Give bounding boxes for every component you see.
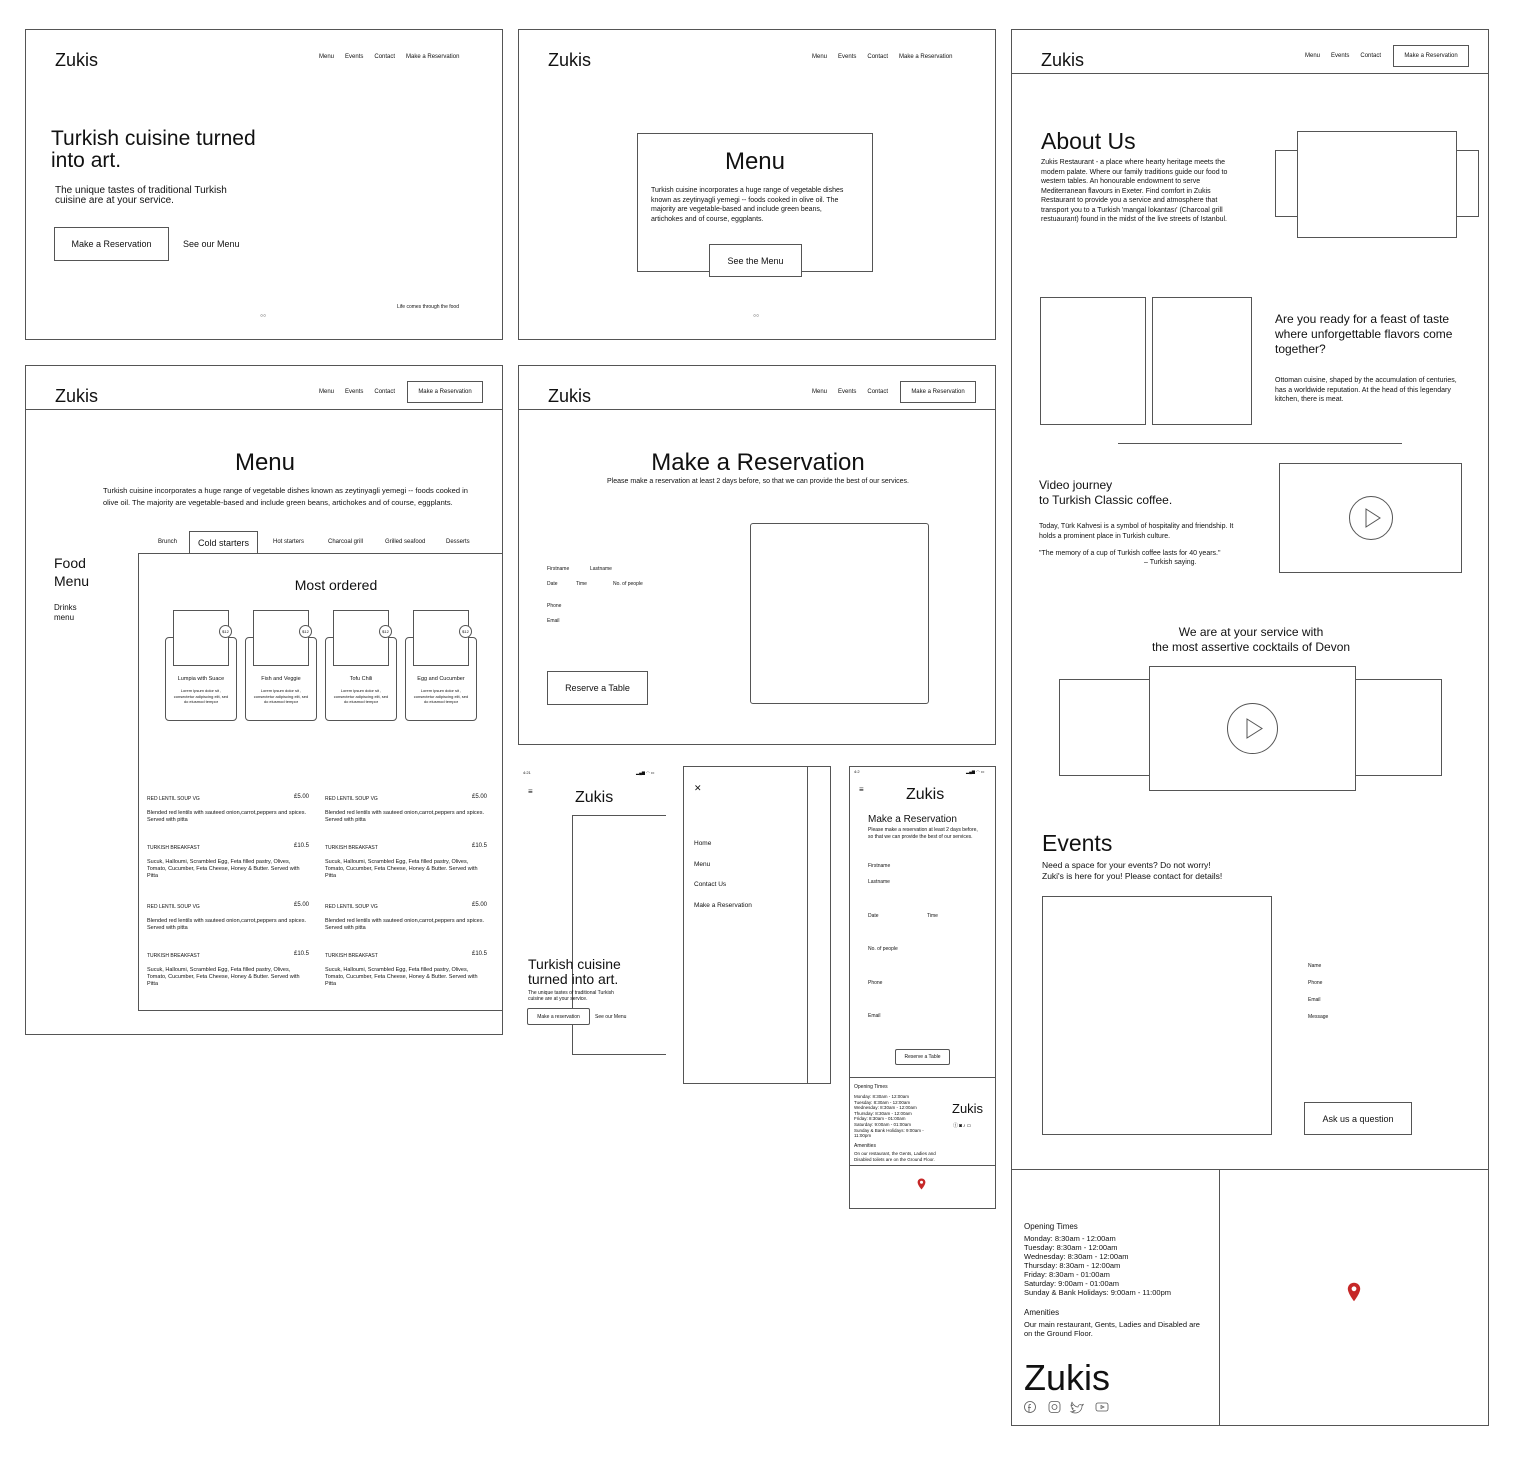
logo[interactable]: Zukis: [548, 386, 592, 406]
hamburger-icon[interactable]: ≡: [859, 785, 864, 794]
mobile-see-menu-link[interactable]: See our Menu: [595, 1014, 627, 1020]
dish-card[interactable]: [325, 629, 397, 721]
phone-field[interactable]: Phone: [547, 603, 562, 609]
menu-item-name: RED LENTIL SOUP VG: [147, 904, 200, 910]
hero-subtitle-line2: cuisine are at your service.: [55, 195, 174, 206]
footer-social-icons: [1024, 1400, 1114, 1419]
nav-menu[interactable]: Menu: [1305, 53, 1321, 59]
nav-events[interactable]: Events: [838, 54, 857, 60]
play-icon[interactable]: [1227, 703, 1278, 754]
see-the-menu-button[interactable]: See the Menu: [709, 244, 802, 277]
facebook-icon[interactable]: ⓕ: [953, 1123, 960, 1129]
most-ordered-title: Most ordered: [294, 577, 378, 593]
opening-hours-row: Tuesday: 8:30am - 12:00am: [1024, 1243, 1118, 1252]
m-social-icons: [953, 1122, 972, 1129]
drawer-item[interactable]: Home: [694, 840, 712, 847]
nav-menu[interactable]: Menu: [319, 54, 335, 60]
dish-card[interactable]: [245, 629, 317, 721]
hero-image-bottom: [572, 1054, 666, 1055]
logo[interactable]: Zukis: [575, 789, 614, 806]
logo[interactable]: Zukis: [1041, 50, 1085, 70]
menu-item-price: £10.5: [471, 951, 487, 957]
amenities-title: Amenities: [1024, 1308, 1060, 1317]
tagline: Life comes through the food: [397, 304, 459, 310]
side-drinks-menu[interactable]: [54, 603, 77, 623]
nav-menu[interactable]: Menu: [812, 54, 828, 60]
people-field[interactable]: No. of people: [613, 581, 643, 587]
events-name-field[interactable]: Name: [1308, 963, 1322, 969]
events-phone-field[interactable]: Phone: [1308, 980, 1323, 986]
nav-events[interactable]: Events: [838, 389, 857, 395]
menu-item-name: TURKISH BREAKFAST: [147, 953, 200, 959]
nav-reservation-button[interactable]: Make a Reservation: [900, 381, 976, 403]
frame-desktop-reservation: [518, 365, 996, 745]
menu-item-price: £5.00: [293, 902, 309, 908]
cocktails-line1: We are at your service with: [1178, 625, 1324, 639]
status-icons: ▂▄▆ ◠ ▭: [966, 769, 985, 774]
side-food-menu[interactable]: [54, 554, 89, 590]
drawer-edge: [807, 767, 808, 1084]
feast-text: Ottoman cuisine, shaped by the accumulation of centuries, has a worldwide reputation. At the head of this legendary kitchen, there is meat.: [1275, 377, 1457, 403]
m-amenities-text: On our restaurant, the Gents, Ladies and Disabled toilets are on the Ground Floor.: [854, 1151, 936, 1162]
opening-title: Opening Times: [1024, 1222, 1078, 1231]
events-text: [1042, 860, 1222, 882]
opening-hours-row: Saturday: 9:00am - 01:00am: [1024, 1279, 1120, 1288]
coffee-quote: "The memory of a cup of Turkish coffee lasts for 40 years.": [1039, 550, 1221, 557]
m-reservation-title: Make a Reservation: [868, 814, 957, 825]
dish-name: Tofu Chili: [349, 676, 373, 682]
tab-cold-starters[interactable]: Cold starters: [189, 531, 258, 553]
logo[interactable]: Zukis: [548, 50, 592, 70]
opening-hours-row: Wednesday: 8:30am - 12:00am: [1024, 1252, 1129, 1261]
ask-question-button[interactable]: Ask us a question: [1304, 1102, 1412, 1135]
tab-brunch[interactable]: Brunch: [158, 539, 178, 545]
menu-item-desc: Sucuk, Halloumi, Scrambled Egg, Feta filled pastry, Olives, Tomato, Cucumber, Feta Cheese, Honey & Butter. Served with Pitta: [147, 967, 300, 987]
dish-desc: Lorem ipsum dolor sit , consectetur adipiscing elit, sed do eiusmod tempor: [253, 688, 309, 704]
menu-item-price: £10.5: [471, 843, 487, 849]
feast-title: Are you ready for a feast of taste where unforgettable flavors come together?: [1275, 312, 1453, 356]
opening-hours-row: Thursday: 8:30am - 12:00am: [854, 1110, 912, 1116]
video-title: [1039, 478, 1172, 508]
menu-item-price: £10.5: [293, 951, 309, 957]
drawer-item[interactable]: Make a Reservation: [694, 901, 752, 909]
amenities-text: Our main restaurant, Gents, Ladies and Disabled are on the Ground Floor.: [1024, 1320, 1200, 1338]
events-image: [1042, 896, 1272, 1135]
header-divider: [519, 409, 996, 410]
nav-events[interactable]: Events: [1331, 53, 1350, 59]
hero-title-line2: into art.: [51, 149, 122, 172]
make-reservation-button[interactable]: Make a Reservation: [54, 227, 169, 261]
opening-hours-row: Wednesday: 8:30am - 12:00am: [854, 1105, 917, 1111]
nav-contact[interactable]: Contact: [1360, 53, 1382, 59]
reservation-subtitle: Please make a reservation at least 2 days before, so that we can provide the best of our services.: [607, 478, 909, 485]
nav-reservation-button[interactable]: Make a Reservation: [407, 381, 483, 403]
m-date-field[interactable]: Date: [868, 913, 879, 919]
price-badge: $12: [219, 625, 232, 638]
nav-contact[interactable]: Contact: [374, 389, 396, 395]
dish-image: [333, 610, 389, 666]
events-text-line1: Need a space for your events? Do not worry!: [1042, 860, 1211, 870]
dish-desc: Lorem ipsum dolor sit , consectetur adipiscing elit, sed do eiusmod tempor: [413, 688, 469, 704]
menu-item-name: TURKISH BREAKFAST: [325, 953, 378, 959]
opening-hours-row: Friday: 8:30am - 01:00am: [854, 1116, 906, 1122]
menu-item-desc: Blended red lentils with sauteed onion,carrot,peppers and spices. Served with pitta: [147, 918, 306, 931]
menu-item-name: TURKISH BREAKFAST: [325, 845, 378, 851]
opening-hours-row: Tuesday: 8:30am - 12:00am: [854, 1099, 911, 1105]
dish-name: Fish and Veggie: [261, 676, 301, 682]
price-badge: $12: [459, 625, 472, 638]
m-opening-title: Opening Times: [854, 1084, 888, 1090]
menu-item-price: £10.5: [293, 843, 309, 849]
frame-desktop-menu-intro: [518, 29, 996, 340]
logo[interactable]: Zukis: [906, 786, 945, 803]
menu-item-desc: Blended red lentils with sauteed onion,carrot,peppers and spices. Served with pitta: [325, 918, 484, 931]
footer-divider: [850, 1077, 996, 1078]
menu-item-price: £5.00: [293, 794, 309, 800]
opening-hours-row: Monday: 8:30am - 12:00am: [854, 1094, 910, 1099]
nav-contact[interactable]: Contact: [867, 54, 889, 60]
events-title: Events: [1042, 830, 1113, 856]
dish-image: [253, 610, 309, 666]
hero-title-line1: Turkish cuisine turned: [51, 127, 256, 150]
hero-title: [51, 128, 256, 172]
side-food-line2: Menu: [54, 573, 90, 589]
time-field[interactable]: Time: [576, 581, 587, 587]
menu-item-desc: Blended red lentils with sauteed onion,carrot,peppers and spices. Served with pitta: [325, 810, 484, 823]
menu-card-title: Menu: [724, 148, 786, 175]
menu-card-text: Turkish cuisine incorporates a huge range of vegetable dishes known as zeytinyagli yemegi -- foods cooked in olive oil. The majority are vegetable-based and include green beans, artichokes and of course, eggplants.: [651, 187, 844, 223]
side-drinks-line2: menu: [54, 613, 75, 622]
menu-item-name: RED LENTIL SOUP VG: [147, 796, 200, 802]
reserve-table-button[interactable]: Reserve a Table: [547, 671, 648, 705]
feast-image-2: [1152, 297, 1252, 425]
menu-item-price: £5.00: [471, 794, 487, 800]
mobile-hero-subtitle-line1: The unique tastes of traditional Turkish: [528, 990, 614, 996]
video-title-line2: to Turkish Classic coffee.: [1039, 493, 1173, 507]
side-drinks-line1: Drinks: [54, 603, 77, 612]
date-field[interactable]: Date: [547, 581, 558, 587]
nav-contact[interactable]: Contact: [867, 389, 889, 395]
status-time: 4:2: [854, 769, 860, 774]
top-nav: [319, 54, 459, 60]
m-phone-field[interactable]: Phone: [868, 980, 883, 986]
logo[interactable]: Zukis: [55, 386, 99, 406]
hero-subtitle: [55, 186, 227, 206]
header-divider: [1012, 73, 1489, 74]
header-divider: [26, 409, 503, 410]
feast-image-1: [1040, 297, 1146, 425]
opening-hours-row: Saturday: 9:00am - 01:00am: [854, 1121, 912, 1127]
opening-hours-row: Thursday: 8:30am - 12:00am: [1024, 1261, 1121, 1270]
mobile-hero-title-line1: Turkish cuisine: [528, 956, 621, 972]
dish-card[interactable]: [405, 629, 477, 721]
side-food-line1: Food: [54, 555, 86, 571]
nav-events[interactable]: Events: [345, 54, 364, 60]
mobile-hero-subtitle-line2: cuisine are at your service.: [528, 996, 588, 1002]
youtube-icon[interactable]: ▭: [966, 1123, 973, 1129]
lastname-field[interactable]: Lastname: [590, 566, 612, 572]
email-field[interactable]: Email: [547, 618, 560, 624]
tab-hot-starters[interactable]: Hot starters: [273, 539, 305, 545]
cocktails-title: [1012, 625, 1489, 655]
events-message-field[interactable]: Message: [1308, 1014, 1329, 1020]
tab-desserts[interactable]: Desserts: [446, 539, 470, 545]
reservation-image: [750, 523, 929, 704]
events-text-line2: Zuki's is here for you! Please contact for details!: [1042, 871, 1223, 881]
dish-image: [173, 610, 229, 666]
mobile-hero-title-line2: turned into art.: [528, 971, 619, 987]
drawer-item[interactable]: Menu: [694, 860, 711, 868]
mobile-hero-title: [528, 957, 621, 987]
m-firstname-field[interactable]: Firstname: [868, 863, 891, 869]
video-text: Today, Türk Kahvesi is a symbol of hospitality and friendship. It holds a prominent place in Turkish culture.: [1039, 523, 1234, 540]
drawer-item[interactable]: Contact Us: [694, 881, 727, 888]
map-pin-icon[interactable]: [1347, 1282, 1361, 1307]
hamburger-icon[interactable]: ≡: [528, 787, 533, 796]
nav-reservation-button[interactable]: Make a Reservation: [1393, 45, 1469, 67]
m-lastname-field[interactable]: Lastname: [868, 879, 890, 885]
menu-item-desc: Sucuk, Halloumi, Scrambled Egg, Feta filled pastry, Olives, Tomato, Cucumber, Feta Cheese, Honey & Butter. Served with Pitta: [325, 967, 478, 987]
top-nav: [812, 54, 952, 60]
map-divider: [850, 1165, 996, 1166]
frame-desktop-about: [1011, 29, 1489, 1426]
price-badge: $12: [379, 625, 392, 638]
play-icon[interactable]: [1349, 496, 1393, 540]
section-divider: [1118, 443, 1402, 444]
m-time-field[interactable]: Time: [927, 913, 938, 919]
menu-page-text: Turkish cuisine incorporates a huge range of vegetable dishes known as zeytinyagli yemegi -- foods cooked in olive oil. The majority are vegetable-based and include green beans, artichokes and of course, eggplants.: [103, 486, 468, 507]
m-opening-hours: [854, 1094, 942, 1139]
m-footer-logo[interactable]: Zukis: [952, 1101, 984, 1116]
events-email-field[interactable]: Email: [1308, 997, 1321, 1003]
status-time: 4:21: [523, 770, 531, 775]
dish-name: Egg and Cucumber: [417, 676, 465, 682]
coffee-quote-author: – Turkish saying.: [1144, 559, 1197, 566]
opening-hours-row: Monday: 8:30am - 12:00am: [1024, 1234, 1116, 1243]
opening-hours-row: Sunday & Bank Holidays: 9:00am - 11:00pm: [854, 1127, 924, 1139]
frame-mobile-nav-drawer: [683, 766, 831, 1084]
m-email-field[interactable]: Email: [868, 1013, 881, 1019]
menu-item-name: RED LENTIL SOUP VG: [325, 796, 378, 802]
dish-name: Lumpia with Suace: [177, 676, 225, 682]
close-icon[interactable]: ✕: [694, 783, 702, 793]
carousel-dots[interactable]: ○○: [753, 313, 760, 319]
about-image-front: [1297, 131, 1457, 238]
nav-reservation[interactable]: Make a Reservation: [406, 54, 460, 60]
footer-column-divider: [1219, 1169, 1220, 1426]
dish-image: [413, 610, 469, 666]
menu-item-name: TURKISH BREAKFAST: [147, 845, 200, 851]
youtube-icon[interactable]: [1096, 1403, 1108, 1411]
nav-menu[interactable]: Menu: [812, 389, 828, 395]
top-nav: [1305, 53, 1381, 59]
hero-image-top: [572, 815, 666, 816]
footer-divider: [1012, 1169, 1489, 1170]
video-title-line1: Video journey: [1039, 478, 1113, 492]
menu-page-title: Menu: [234, 449, 296, 476]
mobile-reserve-button[interactable]: Make a reservation: [527, 1008, 590, 1025]
facebook-icon[interactable]: [1025, 1402, 1036, 1413]
map-pin-icon[interactable]: [917, 1177, 926, 1195]
nav-menu[interactable]: Menu: [319, 389, 335, 395]
m-reservation-subtitle: Please make a reservation at least 2 days before, so that we can provide the best of our services.: [868, 827, 978, 840]
carousel-dots[interactable]: ○○: [260, 313, 267, 319]
tab-charcoal-grill[interactable]: Charcoal grill: [328, 539, 364, 545]
menu-content-panel: [138, 553, 503, 1011]
nav-reservation[interactable]: Make a Reservation: [899, 54, 953, 60]
twitter-icon[interactable]: ♪: [963, 1123, 967, 1129]
tab-grilled-seafood[interactable]: Grilled seafood: [385, 539, 426, 545]
frame-desktop-hero: [25, 29, 503, 340]
see-menu-link[interactable]: See our Menu: [183, 239, 240, 249]
frame-mobile-home: [518, 765, 668, 1065]
about-text: Zukis Restaurant - a place where hearty heritage meets the modern palate. Where our family traditions guide our food to western tables. An honourable endowment to serve Mediterranean flavours in Exeter. Find comfort in Zukis Restaurant to provide you a service and atmosphere that transport you to a Turkish 'mangal lokantası' (Charcoal grill restuaurant) found in the midst of the live streets of Istanbul.: [1041, 159, 1228, 223]
twitter-icon[interactable]: [1071, 1402, 1084, 1413]
mobile-hero-subtitle: [528, 990, 614, 1002]
about-title: About Us: [1041, 128, 1136, 154]
dish-card[interactable]: [165, 629, 237, 721]
m-amenities-title: Amenities: [854, 1143, 876, 1149]
price-badge: $12: [299, 625, 312, 638]
status-icons: ▂▄▆ ◠ ▭: [636, 770, 655, 775]
menu-item-desc: Sucuk, Halloumi, Scrambled Egg, Feta filled pastry, Olives, Tomato, Cucumber, Feta Cheese, Honey & Butter. Served with Pitta: [147, 859, 300, 879]
m-people-field[interactable]: No. of people: [868, 946, 898, 952]
instagram-icon[interactable]: [1049, 1402, 1060, 1413]
top-nav: [319, 389, 395, 395]
dish-desc: Lorem ipsum dolor sit , consectetur adipiscing elit, sed do eiusmod tempor: [333, 688, 389, 704]
m-reserve-table-button[interactable]: Reserve a Table: [895, 1049, 950, 1065]
firstname-field[interactable]: Firstname: [547, 566, 570, 572]
menu-item-desc: Sucuk, Halloumi, Scrambled Egg, Feta filled pastry, Olives, Tomato, Cucumber, Feta Cheese, Honey & Butter. Served with Pitta: [325, 859, 478, 879]
instagram-icon[interactable]: ◙: [959, 1123, 964, 1129]
logo[interactable]: Zukis: [55, 50, 99, 70]
nav-events[interactable]: Events: [345, 389, 364, 395]
top-nav: [812, 389, 888, 395]
menu-item-desc: Blended red lentils with sauteed onion,carrot,peppers and spices. Served with pitta: [147, 810, 306, 823]
menu-item-name: RED LENTIL SOUP VG: [325, 904, 378, 910]
reservation-title: Make a Reservation: [651, 449, 865, 476]
dish-desc: Lorem ipsum dolor sit , consectetur adipiscing elit, sed do eiusmod tempor: [173, 688, 229, 704]
opening-hours-row: Friday: 8:30am - 01:00am: [1024, 1270, 1110, 1279]
hero-subtitle-line1: The unique tastes of traditional Turkish: [55, 185, 227, 196]
frame-mobile-reservation: [849, 766, 996, 1209]
cocktails-line2: the most assertive cocktails of Devon: [1151, 640, 1351, 654]
nav-contact[interactable]: Contact: [374, 54, 396, 60]
frame-desktop-menu: [25, 365, 503, 1035]
menu-item-price: £5.00: [471, 902, 487, 908]
opening-hours: [1024, 1234, 1214, 1297]
opening-hours-row: Sunday & Bank Holidays: 9:00am - 11:00pm: [1024, 1288, 1172, 1297]
footer-logo[interactable]: Zukis: [1024, 1357, 1111, 1398]
